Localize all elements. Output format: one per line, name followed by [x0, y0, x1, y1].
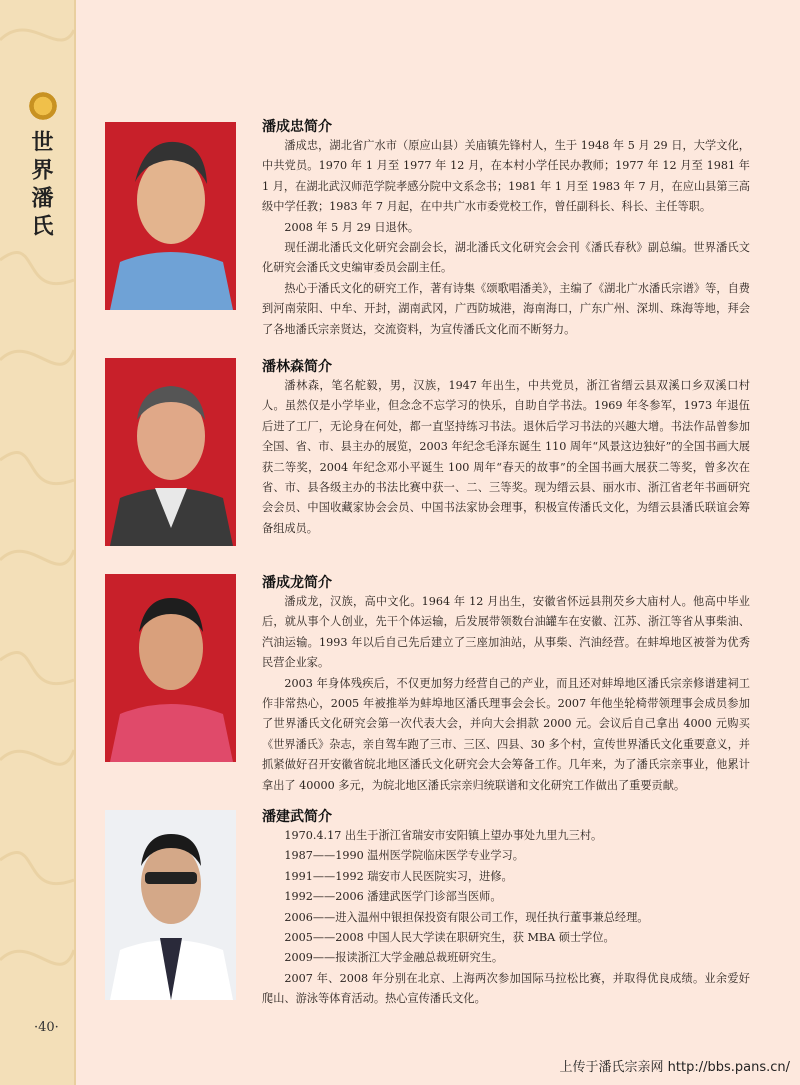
timeline-entry: 2005——2008 中国人民大学读在职研究生，获 MBA 硕士学位。 — [284, 931, 615, 945]
profile-name: 潘成忠简介 — [262, 119, 332, 135]
paragraph: 潘成忠，湖北省广水市（原应山县）关庙镇先锋村人，生于 1948 年 5 月 29 日，大学文化，中共党员。1970 年 1 月至 1977 年 12 月，在本村小学任民办教师；1977 年 12 月至 1981 年 1 月，在湖北武汉师范学院孝感分院中文系念书；1981 年 1 月至 1983 年 7 月，在应山县第三高级中学任教；1983 年 7 月起，在中共广水市委党校工作，曾任副科长、科长、主任等职。 — [262, 139, 750, 214]
seal-logo-icon — [25, 92, 61, 120]
timeline-entry: 2009——报读浙江大学金融总裁班研究生。 — [284, 951, 504, 965]
paragraph: 2003 年身体残疾后，不仅更加努力经营自己的产业，而且还对蚌埠地区潘氏宗亲修谱建祠工作非常热心，2005 年被推举为蚌埠地区潘氏理事会会长。2007 年他坐轮椅带领理事会成员参加了世界潘氏文化研究会第一次代表大会，并向大会捐款 2000 元。会议后自己拿出 4000 元购买《世界潘氏》杂志，亲自驾车跑了三市、三区、四县、30 多个村，宣传世界潘氏文化重要意义，并抓紧做好召开安徽省皖北地区潘氏文化研究会大会筹备工作。几年来，为了潘氏宗亲事业，他累计拿出了 40000 多元，为皖北地区潘氏宗亲归统联谱和文化研究工作做出了重要贡献。 — [262, 676, 750, 792]
portrait-photo — [105, 574, 236, 762]
paragraph: 潘林森，笔名舵毅，男，汉族，1947 年出生，中共党员，浙江省缙云县双溪口乡双溪口村人。虽然仅是小学毕业，但念念不忘学习的快乐，自助自学书法。1969 年冬参军，1973 年退伍后进了工厂，无论身在何处，都一直坚持练习书法。退休后学习书法的兴趣大增。书法作品曾参加全国、省、市、县主办的展览，2003 年纪念毛泽东诞生 110 周年“风景这边独好”的全国书画大展获二等奖，2004 年纪念邓小平诞生 100 周年“春天的故事”的全国书画大展获二等奖，曾多次在省、市、县各级主办的书法比赛中获一、二、三等奖。现为缙云县、丽水市、浙江省老年书画研究会会员、中国收藏家协会会员、中国书法家协会理事，积极宣传潘氏文化，为缙云县潘氏联谊会筹备组成员。 — [262, 379, 750, 535]
timeline-entry: 1987——1990 温州医学院临床医学专业学习。 — [284, 849, 524, 863]
paragraph: 热心于潘氏文化的研究工作，著有诗集《颂歌唱潘美》，主编了《湖北广水潘氏宗谱》等，自费到河南荥阳、中牟、开封，湖南武冈，广西防城港，海南海口，广东广州、深圳、珠海等地，拜会了各地潘氏宗亲贤达，交流资料，为宣传潘氏文化而不断努力。 — [262, 281, 750, 336]
profile-name: 潘成龙简介 — [262, 575, 332, 591]
profile-text — [262, 592, 750, 796]
profile-text — [262, 376, 750, 539]
upload-source-footer: 上传于潘氏宗亲网 http://bbs.pans.cn/ — [559, 1060, 790, 1075]
portrait-photo — [105, 122, 236, 310]
paragraph: 2008 年 5 月 29 日退休。 — [284, 220, 420, 234]
timeline-entry: 1970.4.17 出生于浙江省瑞安市安阳镇上望办事处九里九三村。 — [284, 829, 603, 842]
timeline-entry: 2006——进入温州中银担保投资有限公司工作，现任执行董事兼总经理。 — [284, 910, 649, 924]
timeline-entry: 1991——1992 瑞安市人民医院实习，进修。 — [284, 869, 513, 883]
sidebar-title: 世界潘氏 — [28, 130, 54, 242]
left-sidebar — [0, 0, 76, 1085]
profile-name: 潘林森简介 — [262, 359, 332, 375]
portrait-photo — [105, 358, 236, 546]
paragraph: 2007 年、2008 年分别在北京、上海两次参加国际马拉松比赛，并取得优良成绩。业余爱好爬山、游泳等体育活动。热心宣传潘氏文化。 — [262, 971, 750, 1006]
timeline-entry: 1992——2006 潘建武医学门诊部当医师。 — [284, 890, 502, 904]
paragraph: 潘成龙，汉族，高中文化。1964 年 12 月出生，安徽省怀远县荆芡乡大庙村人。他高中毕业后，就从事个人创业，先干个体运输，后发展带领数台油罐车在安徽、江苏、浙江等省从事柴油、汽油运输。1993 年以后自己先后建立了三座加油站，从事柴、汽油经营。在蚌埠地区被誉为优秀民营企业家。 — [262, 595, 750, 670]
paragraph: 现任湖北潘氏文化研究会副会长，湖北潘氏文化研究会会刊《潘氏春秋》副总编。世界潘氏文化研究会潘氏文史编审委员会副主任。 — [262, 241, 750, 275]
page-number: ·40· — [34, 1020, 59, 1035]
profile-name: 潘建武简介 — [262, 809, 332, 825]
portrait-photo — [105, 810, 236, 1000]
profile-text — [262, 136, 750, 340]
profile-text — [262, 826, 750, 1010]
